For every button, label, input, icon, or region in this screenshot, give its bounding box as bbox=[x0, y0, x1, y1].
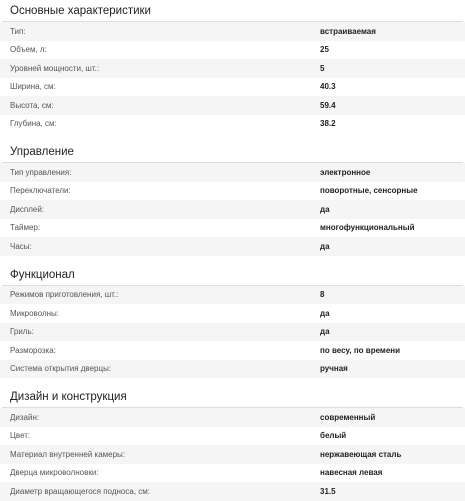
section-gap bbox=[0, 133, 465, 141]
spec-label: Переключатели: bbox=[10, 186, 71, 196]
spec-label: Глубина, см: bbox=[10, 119, 57, 129]
spec-row bbox=[0, 182, 465, 201]
spec-label: Тип: bbox=[10, 26, 26, 36]
spec-row bbox=[0, 237, 465, 256]
section-functions bbox=[0, 264, 465, 379]
spec-row bbox=[0, 41, 465, 60]
spec-value: да bbox=[320, 308, 330, 318]
spec-row bbox=[0, 219, 465, 238]
spec-label: Система открытия дверцы: bbox=[10, 364, 112, 374]
spec-value: встраиваемая bbox=[320, 26, 376, 36]
spec-row bbox=[0, 96, 465, 115]
spec-row bbox=[0, 115, 465, 134]
spec-value: поворотные, сенсорные bbox=[320, 186, 418, 196]
spec-row bbox=[0, 286, 465, 305]
spec-label: Гриль: bbox=[10, 327, 34, 337]
spec-list bbox=[0, 408, 465, 501]
spec-value: 31.5 bbox=[320, 486, 336, 496]
spec-list bbox=[0, 163, 465, 256]
spec-row bbox=[0, 360, 465, 379]
spec-row bbox=[0, 304, 465, 323]
section-title: Функционал bbox=[0, 264, 465, 286]
spec-row bbox=[0, 341, 465, 360]
spec-list bbox=[0, 22, 465, 133]
spec-row bbox=[0, 445, 465, 464]
spec-value: многофункциональный bbox=[320, 223, 415, 233]
spec-row bbox=[0, 427, 465, 446]
section-title: Дизайн и конструкция bbox=[0, 386, 465, 408]
spec-label: Разморозка: bbox=[10, 345, 56, 355]
section-title: Основные характеристики bbox=[0, 0, 465, 22]
spec-label: Диаметр вращающегося подноса, см: bbox=[10, 486, 150, 496]
spec-list bbox=[0, 286, 465, 379]
spec-value: да bbox=[320, 241, 330, 251]
spec-value: 40.3 bbox=[320, 82, 336, 92]
section-title: Управление bbox=[0, 141, 465, 163]
section-gap bbox=[0, 256, 465, 264]
spec-row bbox=[0, 163, 465, 182]
spec-label: Уровней мощности, шт.: bbox=[10, 63, 100, 73]
spec-label: Часы: bbox=[10, 241, 32, 251]
spec-label: Тип управления: bbox=[10, 167, 72, 177]
spec-row bbox=[0, 200, 465, 219]
spec-value: 5 bbox=[320, 63, 325, 73]
spec-value: нержавеющая сталь bbox=[320, 449, 402, 459]
spec-label: Дверца микроволновки: bbox=[10, 468, 99, 478]
section-controls bbox=[0, 141, 465, 256]
spec-value: ручная bbox=[320, 364, 348, 374]
spec-value: электронное bbox=[320, 167, 371, 177]
spec-value: 38.2 bbox=[320, 119, 336, 129]
spec-label: Режимов приготовления, шт.: bbox=[10, 290, 119, 300]
spec-row bbox=[0, 482, 465, 501]
spec-row bbox=[0, 464, 465, 483]
spec-label: Высота, см: bbox=[10, 100, 54, 110]
spec-value: белый bbox=[320, 431, 347, 441]
spec-label: Таймер: bbox=[10, 223, 41, 233]
spec-label: Дизайн: bbox=[10, 412, 40, 422]
spec-value: да bbox=[320, 327, 330, 337]
spec-label: Цвет: bbox=[10, 431, 31, 441]
spec-label: Материал внутренней камеры: bbox=[10, 449, 126, 459]
spec-value: 25 bbox=[320, 45, 329, 55]
spec-value: 8 bbox=[320, 290, 325, 300]
spec-row bbox=[0, 323, 465, 342]
section-gap bbox=[0, 378, 465, 386]
spec-row bbox=[0, 59, 465, 78]
spec-value: навесная левая bbox=[320, 468, 383, 478]
spec-row bbox=[0, 78, 465, 97]
spec-value: по весу, по времени bbox=[320, 345, 401, 355]
spec-row bbox=[0, 408, 465, 427]
spec-value: да bbox=[320, 204, 330, 214]
spec-value: 59.4 bbox=[320, 100, 336, 110]
spec-label: Микроволны: bbox=[10, 308, 60, 318]
spec-label: Дисплей: bbox=[10, 204, 45, 214]
spec-row bbox=[0, 22, 465, 41]
spec-value: современный bbox=[320, 412, 376, 422]
section-main-specs bbox=[0, 0, 465, 133]
section-design bbox=[0, 386, 465, 501]
spec-label: Ширина, см: bbox=[10, 82, 56, 92]
spec-label: Объем, л: bbox=[10, 45, 47, 55]
